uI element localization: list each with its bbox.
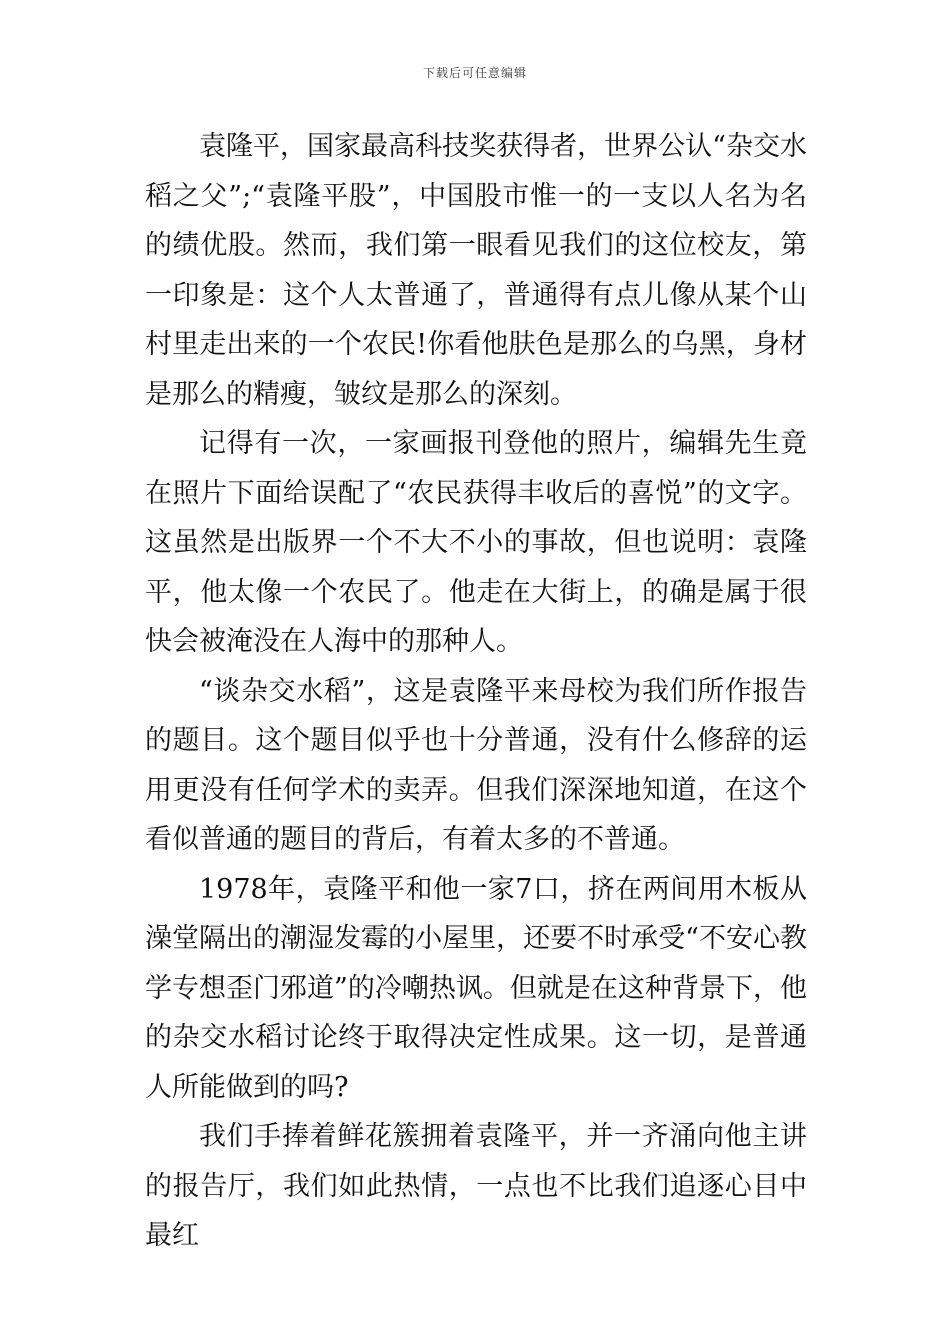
page-header: 下载后可任意编辑 <box>422 66 527 80</box>
paragraph: 袁隆平，国家最高科技奖获得者，世界公认“杂交水稻之父”;“袁隆平股”，中国股市惟一的一支以人名为名的绩优股。然而，我们第一眼看见我们的这位校友，第一印象是：这个人太普通了，普通得有点儿像从某个山村里走出来的一个农民!你看他肤色是那么的乌黑，身材是那么的精瘦，皱纹是那么的深刻。 <box>145 131 807 410</box>
paragraph: 我们手捧着鲜花簇拥着袁隆平，并一齐涌向他主讲的报告厅，我们如此热情，一点也不比我们追逐心目中最红 <box>145 1121 807 1251</box>
paragraph: 记得有一次，一家画报刊登他的照片，编辑先生竟在照片下面给误配了“农民获得丰收后的喜悦”的文字。这虽然是出版界一个不大不小的事故，但也说明：袁隆平，他太像一个农民了。他走在大街上，的确是属于很快会被淹没在人海中的那种人。 <box>145 428 807 657</box>
paragraph: “谈杂交水稻”，这是袁隆平来母校为我们所作报告的题目。这个题目似乎也十分普通，没有什么修辞的运用更没有任何学术的卖弄。但我们深深地知道，在这个看似普通的题目的背后，有着太多的不普通。 <box>145 675 807 855</box>
document-body <box>145 122 807 1261</box>
paragraph: 1978年，袁隆平和他一家7口，挤在两间用木板从澡堂隔出的潮湿发霉的小屋里，还要不时承受“不安心教学专想歪门邪道”的冷嘲热讽。但就是在这种背景下，他的杂交水稻讨论终于取得决定性成果。这一切，是普通人所能做到的吗? <box>145 873 807 1103</box>
